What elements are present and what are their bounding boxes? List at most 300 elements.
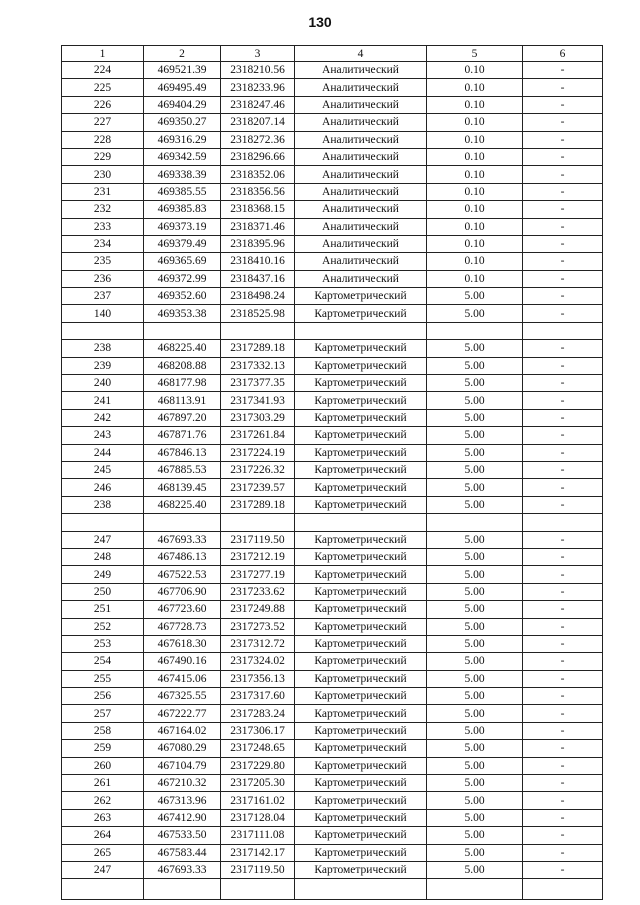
table-cell: 5.00 bbox=[427, 653, 523, 670]
table-cell: 467325.55 bbox=[144, 688, 221, 705]
table-row bbox=[62, 496, 603, 513]
table-cell: 2318296.66 bbox=[221, 148, 295, 165]
table-cell: 5.00 bbox=[427, 792, 523, 809]
blank-cell bbox=[427, 879, 523, 900]
table-cell: 469495.49 bbox=[144, 79, 221, 96]
table-header-row bbox=[62, 46, 603, 62]
table-row bbox=[62, 166, 603, 183]
table-cell: 234 bbox=[62, 235, 144, 252]
table-cell: 2317283.24 bbox=[221, 705, 295, 722]
table-cell: - bbox=[523, 740, 603, 757]
table-cell: 245 bbox=[62, 461, 144, 478]
table-cell: - bbox=[523, 583, 603, 600]
table-blank-row bbox=[62, 879, 603, 900]
blank-cell bbox=[523, 322, 603, 339]
table-cell: 2318356.56 bbox=[221, 183, 295, 200]
table-cell: 5.00 bbox=[427, 444, 523, 461]
table-row bbox=[62, 96, 603, 113]
table-row bbox=[62, 235, 603, 252]
table-cell: 5.00 bbox=[427, 427, 523, 444]
table-cell: - bbox=[523, 253, 603, 270]
header-cell: 3 bbox=[221, 46, 295, 62]
table-cell: 0.10 bbox=[427, 79, 523, 96]
table-cell: Картометрический bbox=[295, 461, 427, 478]
table-row bbox=[62, 705, 603, 722]
table-cell: 232 bbox=[62, 201, 144, 218]
table-cell: 469372.99 bbox=[144, 270, 221, 287]
table-cell: Картометрический bbox=[295, 583, 427, 600]
table-cell: Аналитический bbox=[295, 183, 427, 200]
table-cell: - bbox=[523, 531, 603, 548]
table-cell: - bbox=[523, 827, 603, 844]
table-cell: Картометрический bbox=[295, 479, 427, 496]
blank-cell bbox=[221, 322, 295, 339]
table-cell: Картометрический bbox=[295, 375, 427, 392]
table-cell: 468225.40 bbox=[144, 496, 221, 513]
table-cell: 2318352.06 bbox=[221, 166, 295, 183]
table-cell: Аналитический bbox=[295, 114, 427, 131]
table-cell: Картометрический bbox=[295, 392, 427, 409]
table-cell: 236 bbox=[62, 270, 144, 287]
table-cell: 240 bbox=[62, 375, 144, 392]
table-cell: - bbox=[523, 166, 603, 183]
table-cell: 242 bbox=[62, 409, 144, 426]
table-cell: - bbox=[523, 427, 603, 444]
table-cell: 2317161.02 bbox=[221, 792, 295, 809]
table-cell: 2317128.04 bbox=[221, 809, 295, 826]
table-cell: 467583.44 bbox=[144, 844, 221, 861]
table-cell: Аналитический bbox=[295, 235, 427, 252]
table-cell: 250 bbox=[62, 583, 144, 600]
table-cell: 467706.90 bbox=[144, 583, 221, 600]
table-cell: Картометрический bbox=[295, 427, 427, 444]
table-row bbox=[62, 392, 603, 409]
table-cell: 5.00 bbox=[427, 844, 523, 861]
table-cell: 227 bbox=[62, 114, 144, 131]
table-cell: 264 bbox=[62, 827, 144, 844]
table-cell: 5.00 bbox=[427, 548, 523, 565]
table-cell: 224 bbox=[62, 62, 144, 79]
table-row bbox=[62, 740, 603, 757]
blank-cell bbox=[427, 322, 523, 339]
table-cell: 468177.98 bbox=[144, 375, 221, 392]
table-cell: 5.00 bbox=[427, 618, 523, 635]
table-cell: 5.00 bbox=[427, 705, 523, 722]
table-cell: 5.00 bbox=[427, 375, 523, 392]
table-cell: - bbox=[523, 392, 603, 409]
table-cell: 253 bbox=[62, 635, 144, 652]
table-cell: - bbox=[523, 270, 603, 287]
table-cell: 254 bbox=[62, 653, 144, 670]
table-cell: Картометрический bbox=[295, 705, 427, 722]
table-cell: 467693.33 bbox=[144, 531, 221, 548]
table-cell: 2318395.96 bbox=[221, 235, 295, 252]
table-row bbox=[62, 548, 603, 565]
table-cell: Картометрический bbox=[295, 340, 427, 357]
table-cell: 2317277.19 bbox=[221, 566, 295, 583]
table-cell: 244 bbox=[62, 444, 144, 461]
table-cell: 0.10 bbox=[427, 148, 523, 165]
table-cell: 0.10 bbox=[427, 253, 523, 270]
table-cell: 258 bbox=[62, 722, 144, 739]
table-cell: Аналитический bbox=[295, 253, 427, 270]
table-cell: 2318233.96 bbox=[221, 79, 295, 96]
table-cell: - bbox=[523, 288, 603, 305]
table-cell: 467728.73 bbox=[144, 618, 221, 635]
table-cell: - bbox=[523, 375, 603, 392]
table-row bbox=[62, 461, 603, 478]
table-cell: 2317289.18 bbox=[221, 496, 295, 513]
table-cell: Картометрический bbox=[295, 618, 427, 635]
table-cell: - bbox=[523, 305, 603, 322]
table-row bbox=[62, 148, 603, 165]
table-cell: 469385.83 bbox=[144, 201, 221, 218]
table-row bbox=[62, 114, 603, 131]
table-cell: 467415.06 bbox=[144, 670, 221, 687]
table-cell: 247 bbox=[62, 531, 144, 548]
table-cell: Картометрический bbox=[295, 740, 427, 757]
table-cell: 2318410.16 bbox=[221, 253, 295, 270]
blank-cell bbox=[62, 879, 144, 900]
table-cell: 2317226.32 bbox=[221, 461, 295, 478]
table-row bbox=[62, 775, 603, 792]
header-cell: 4 bbox=[295, 46, 427, 62]
table-cell: 2317306.17 bbox=[221, 722, 295, 739]
table-cell: 469521.39 bbox=[144, 62, 221, 79]
table-cell: 469338.39 bbox=[144, 166, 221, 183]
table-cell: 5.00 bbox=[427, 861, 523, 878]
table-cell: - bbox=[523, 861, 603, 878]
table-cell: 0.10 bbox=[427, 201, 523, 218]
table-cell: 2317341.93 bbox=[221, 392, 295, 409]
table-cell: 2317233.62 bbox=[221, 583, 295, 600]
table-cell: - bbox=[523, 444, 603, 461]
table-cell: Картометрический bbox=[295, 827, 427, 844]
table-cell: 5.00 bbox=[427, 531, 523, 548]
table-cell: Аналитический bbox=[295, 218, 427, 235]
table-cell: 5.00 bbox=[427, 479, 523, 496]
table-cell: Аналитический bbox=[295, 62, 427, 79]
table-cell: 255 bbox=[62, 670, 144, 687]
table-cell: Картометрический bbox=[295, 444, 427, 461]
table-cell: 469385.55 bbox=[144, 183, 221, 200]
table-cell: 5.00 bbox=[427, 670, 523, 687]
table-cell: 469350.27 bbox=[144, 114, 221, 131]
table-cell: 5.00 bbox=[427, 775, 523, 792]
table-row bbox=[62, 340, 603, 357]
table-cell: 252 bbox=[62, 618, 144, 635]
table-cell: Картометрический bbox=[295, 722, 427, 739]
table-cell: - bbox=[523, 357, 603, 374]
table-cell: Картометрический bbox=[295, 496, 427, 513]
table-cell: 467723.60 bbox=[144, 601, 221, 618]
table-cell: 239 bbox=[62, 357, 144, 374]
blank-cell bbox=[144, 514, 221, 531]
table-cell: 0.10 bbox=[427, 62, 523, 79]
table-cell: 2317239.57 bbox=[221, 479, 295, 496]
blank-cell bbox=[523, 879, 603, 900]
table-cell: - bbox=[523, 792, 603, 809]
table-cell: - bbox=[523, 409, 603, 426]
table-cell: 468225.40 bbox=[144, 340, 221, 357]
table-cell: Картометрический bbox=[295, 792, 427, 809]
table-cell: Картометрический bbox=[295, 775, 427, 792]
table-cell: 2318525.98 bbox=[221, 305, 295, 322]
table-row bbox=[62, 409, 603, 426]
table-cell: 5.00 bbox=[427, 357, 523, 374]
table-cell: Картометрический bbox=[295, 861, 427, 878]
table-cell: - bbox=[523, 496, 603, 513]
table-cell: - bbox=[523, 183, 603, 200]
table-cell: 2317303.29 bbox=[221, 409, 295, 426]
header-cell: 6 bbox=[523, 46, 603, 62]
table-cell: 468113.91 bbox=[144, 392, 221, 409]
table-cell: 467871.76 bbox=[144, 427, 221, 444]
table-cell: 467533.50 bbox=[144, 827, 221, 844]
table-cell: 0.10 bbox=[427, 183, 523, 200]
table-cell: 263 bbox=[62, 809, 144, 826]
table-cell: 2317248.65 bbox=[221, 740, 295, 757]
table-cell: 5.00 bbox=[427, 461, 523, 478]
table-cell: 2318498.24 bbox=[221, 288, 295, 305]
table-row bbox=[62, 201, 603, 218]
table-cell: - bbox=[523, 235, 603, 252]
table-cell: 0.10 bbox=[427, 96, 523, 113]
table-row bbox=[62, 722, 603, 739]
table-row bbox=[62, 809, 603, 826]
table-cell: 260 bbox=[62, 757, 144, 774]
table-cell: Картометрический bbox=[295, 566, 427, 583]
table-cell: 0.10 bbox=[427, 114, 523, 131]
table-cell: 467522.53 bbox=[144, 566, 221, 583]
table-cell: 241 bbox=[62, 392, 144, 409]
table-cell: 2318207.14 bbox=[221, 114, 295, 131]
table-cell: 5.00 bbox=[427, 305, 523, 322]
blank-cell bbox=[62, 514, 144, 531]
table-cell: Картометрический bbox=[295, 757, 427, 774]
table-cell: 467210.32 bbox=[144, 775, 221, 792]
table-row bbox=[62, 792, 603, 809]
table-row bbox=[62, 270, 603, 287]
table-cell: 0.10 bbox=[427, 235, 523, 252]
table-cell: 469342.59 bbox=[144, 148, 221, 165]
table-cell: 0.10 bbox=[427, 166, 523, 183]
table-row bbox=[62, 583, 603, 600]
table-cell: 5.00 bbox=[427, 722, 523, 739]
table-cell: Картометрический bbox=[295, 548, 427, 565]
table-cell: - bbox=[523, 809, 603, 826]
table-row bbox=[62, 131, 603, 148]
table-cell: 228 bbox=[62, 131, 144, 148]
table-blank-row bbox=[62, 514, 603, 531]
table-cell: Картометрический bbox=[295, 409, 427, 426]
table-row bbox=[62, 601, 603, 618]
table-cell: 140 bbox=[62, 305, 144, 322]
coordinates-table-body bbox=[62, 46, 603, 900]
table-cell: 467313.96 bbox=[144, 792, 221, 809]
table-cell: 5.00 bbox=[427, 566, 523, 583]
table-cell: - bbox=[523, 79, 603, 96]
table-cell: - bbox=[523, 461, 603, 478]
table-cell: 5.00 bbox=[427, 392, 523, 409]
table-row bbox=[62, 305, 603, 322]
table-cell: 0.10 bbox=[427, 270, 523, 287]
blank-cell bbox=[295, 322, 427, 339]
table-cell: - bbox=[523, 218, 603, 235]
table-cell: 225 bbox=[62, 79, 144, 96]
blank-cell bbox=[427, 514, 523, 531]
table-cell: Картометрический bbox=[295, 601, 427, 618]
table-cell: 467846.13 bbox=[144, 444, 221, 461]
table-cell: Аналитический bbox=[295, 148, 427, 165]
table-cell: 467412.90 bbox=[144, 809, 221, 826]
table-cell: 469379.49 bbox=[144, 235, 221, 252]
table-row bbox=[62, 218, 603, 235]
table-cell: 2317324.02 bbox=[221, 653, 295, 670]
table-cell: 5.00 bbox=[427, 827, 523, 844]
table-row bbox=[62, 531, 603, 548]
blank-cell bbox=[144, 879, 221, 900]
table-row bbox=[62, 288, 603, 305]
table-cell: 2318437.16 bbox=[221, 270, 295, 287]
table-row bbox=[62, 670, 603, 687]
table-row bbox=[62, 653, 603, 670]
table-cell: 238 bbox=[62, 340, 144, 357]
table-cell: 2317212.19 bbox=[221, 548, 295, 565]
table-cell: 468139.45 bbox=[144, 479, 221, 496]
table-cell: - bbox=[523, 653, 603, 670]
table-cell: 467885.53 bbox=[144, 461, 221, 478]
table-cell: - bbox=[523, 635, 603, 652]
table-cell: - bbox=[523, 201, 603, 218]
table-cell: 2317273.52 bbox=[221, 618, 295, 635]
table-cell: 467164.02 bbox=[144, 722, 221, 739]
table-cell: 256 bbox=[62, 688, 144, 705]
blank-cell bbox=[221, 879, 295, 900]
table-cell: 2317119.50 bbox=[221, 861, 295, 878]
table-cell: 2318272.36 bbox=[221, 131, 295, 148]
table-cell: 467080.29 bbox=[144, 740, 221, 757]
table-cell: 2317229.80 bbox=[221, 757, 295, 774]
table-cell: Картометрический bbox=[295, 670, 427, 687]
table-cell: 2317377.35 bbox=[221, 375, 295, 392]
table-row bbox=[62, 861, 603, 878]
table-row bbox=[62, 618, 603, 635]
table-row bbox=[62, 253, 603, 270]
blank-cell bbox=[295, 879, 427, 900]
table-cell: 262 bbox=[62, 792, 144, 809]
table-row bbox=[62, 688, 603, 705]
table-cell: - bbox=[523, 131, 603, 148]
table-cell: Аналитический bbox=[295, 79, 427, 96]
table-cell: Картометрический bbox=[295, 635, 427, 652]
table-blank-row bbox=[62, 322, 603, 339]
table-cell: 469353.38 bbox=[144, 305, 221, 322]
table-cell: 246 bbox=[62, 479, 144, 496]
table-cell: 2317142.17 bbox=[221, 844, 295, 861]
table-cell: 0.10 bbox=[427, 218, 523, 235]
table-cell: 248 bbox=[62, 548, 144, 565]
table-cell: 469365.69 bbox=[144, 253, 221, 270]
table-cell: 5.00 bbox=[427, 635, 523, 652]
table-cell: 2317224.19 bbox=[221, 444, 295, 461]
table-cell: 467104.79 bbox=[144, 757, 221, 774]
table-cell: 261 bbox=[62, 775, 144, 792]
page-number: 130 bbox=[308, 14, 332, 30]
table-cell: 467486.13 bbox=[144, 548, 221, 565]
table-row bbox=[62, 479, 603, 496]
table-cell: 2317312.72 bbox=[221, 635, 295, 652]
table-cell: 5.00 bbox=[427, 688, 523, 705]
coordinates-table bbox=[61, 45, 603, 900]
table-cell: 251 bbox=[62, 601, 144, 618]
table-cell: 235 bbox=[62, 253, 144, 270]
table-cell: - bbox=[523, 548, 603, 565]
table-cell: 247 bbox=[62, 861, 144, 878]
table-cell: 233 bbox=[62, 218, 144, 235]
blank-cell bbox=[144, 322, 221, 339]
table-cell: Аналитический bbox=[295, 96, 427, 113]
table-cell: 469404.29 bbox=[144, 96, 221, 113]
table-cell: Аналитический bbox=[295, 201, 427, 218]
table-row bbox=[62, 427, 603, 444]
table-cell: 2318368.15 bbox=[221, 201, 295, 218]
table-row bbox=[62, 79, 603, 96]
table-cell: 2317289.18 bbox=[221, 340, 295, 357]
table-cell: 469373.19 bbox=[144, 218, 221, 235]
table-cell: - bbox=[523, 148, 603, 165]
table-cell: 265 bbox=[62, 844, 144, 861]
table-cell: 2318247.46 bbox=[221, 96, 295, 113]
table-cell: 5.00 bbox=[427, 583, 523, 600]
table-cell: 469316.29 bbox=[144, 131, 221, 148]
table-cell: 5.00 bbox=[427, 288, 523, 305]
table-cell: 2317111.08 bbox=[221, 827, 295, 844]
table-cell: Картометрический bbox=[295, 688, 427, 705]
table-cell: - bbox=[523, 566, 603, 583]
table-row bbox=[62, 844, 603, 861]
table-cell: 257 bbox=[62, 705, 144, 722]
table-cell: - bbox=[523, 114, 603, 131]
blank-cell bbox=[62, 322, 144, 339]
table-cell: 249 bbox=[62, 566, 144, 583]
table-cell: - bbox=[523, 775, 603, 792]
table-cell: 2317332.13 bbox=[221, 357, 295, 374]
table-cell: 229 bbox=[62, 148, 144, 165]
table-cell: 0.10 bbox=[427, 131, 523, 148]
table-cell: 467222.77 bbox=[144, 705, 221, 722]
table-cell: 5.00 bbox=[427, 496, 523, 513]
table-cell: Картометрический bbox=[295, 844, 427, 861]
table-cell: 469352.60 bbox=[144, 288, 221, 305]
table-cell: 467490.16 bbox=[144, 653, 221, 670]
blank-cell bbox=[221, 514, 295, 531]
table-cell: - bbox=[523, 688, 603, 705]
table-row bbox=[62, 62, 603, 79]
table-cell: Картометрический bbox=[295, 305, 427, 322]
table-cell: Картометрический bbox=[295, 288, 427, 305]
table-cell: Аналитический bbox=[295, 270, 427, 287]
table-cell: 5.00 bbox=[427, 757, 523, 774]
table-cell: Аналитический bbox=[295, 131, 427, 148]
table-cell: - bbox=[523, 62, 603, 79]
header-cell: 1 bbox=[62, 46, 144, 62]
table-cell: 467618.30 bbox=[144, 635, 221, 652]
table-cell: Картометрический bbox=[295, 809, 427, 826]
blank-cell bbox=[295, 514, 427, 531]
table-cell: 467897.20 bbox=[144, 409, 221, 426]
table-cell: - bbox=[523, 670, 603, 687]
